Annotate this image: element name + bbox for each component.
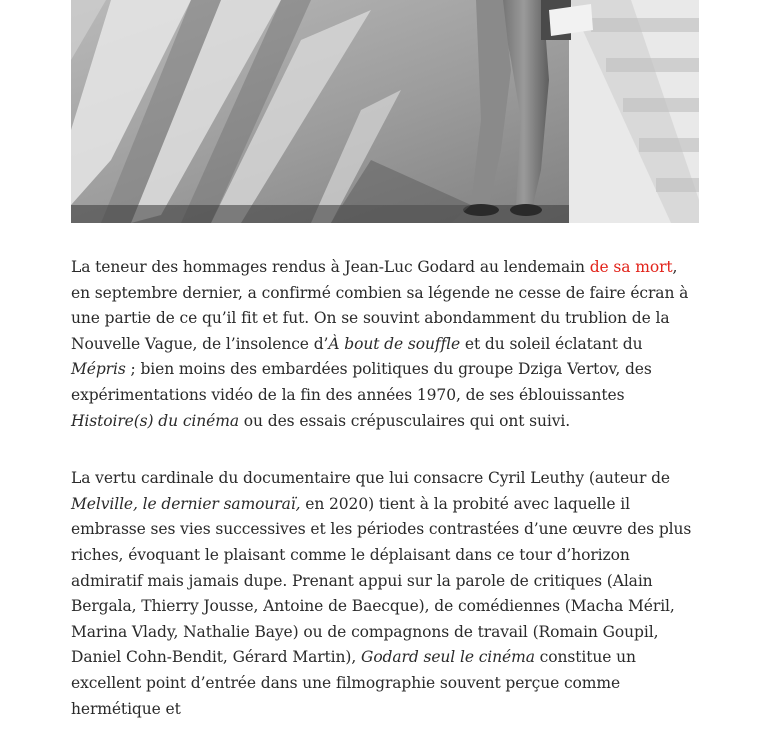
article-body: [71, 255, 701, 754]
film-title-histoires-du-cinema: Histoire(s) du cinéma: [71, 411, 239, 430]
death-link[interactable]: de sa mort: [589, 258, 673, 276]
film-title-melville: Melville, le dernier samouraï,: [71, 494, 301, 513]
film-title-a-bout-de-souffle: À bout de souffle: [328, 334, 461, 353]
photo-man-with-newspaper-icon: [71, 0, 699, 223]
paragraph-1-text-5: ou des essais crépusculaires qui ont suivi.: [238, 411, 571, 430]
film-title-godard-seul-le-cinema: Godard seul le cinéma: [361, 648, 535, 667]
article-photo: [71, 0, 699, 223]
paragraph-2: [71, 466, 701, 722]
paragraph-1-text-4: ; bien moins des embardées politiques du groupe Dziga Vertov, des expérimentations vidéo de la fin des années 1970, de ses éblouissantes: [71, 360, 652, 404]
paragraph-1-text-2: , en septembre dernier, a confirmé combien sa légende ne cesse de faire écran à une partie de ce qu’il fit et fut. On se souvint abondamment du trublion de la Nouvelle Vague, de l’insolence d’: [71, 258, 689, 353]
paragraph-1-text-1: La teneur des hommages rendus à Jean-Luc Godard au lendemain: [71, 258, 590, 276]
paragraph-2-text-3: constitue un excellent point d’entrée dans une filmographie souvent perçue comme hermétique et: [71, 648, 636, 718]
paragraph-2-text-1: La vertu cardinale du documentaire que lui consacre Cyril Leuthy (auteur de: [71, 469, 670, 488]
paragraph-1: [71, 255, 701, 434]
paragraph-1-text-3: et du soleil éclatant du: [460, 334, 643, 353]
film-title-mepris: Mépris: [71, 360, 126, 379]
paragraph-2-text-2: en 2020) tient à la probité avec laquelle il embrasse ses vies successives et les périodes contrastées d’une œuvre des plus riches, évoquant le plaisant comme le déplaisant dans ce tour d’horizon admiratif mais jamais dupe. Prenant appui sur la parole de critiques (Alain Bergala, Thierry Jousse, Antoine de Baecque), de comédiennes (Macha Méril, Marina Vlady, Nathalie Baye) ou de compagnons de travail (Romain Goupil, Daniel Cohn-Bendit, Gérard Martin),: [71, 494, 692, 667]
